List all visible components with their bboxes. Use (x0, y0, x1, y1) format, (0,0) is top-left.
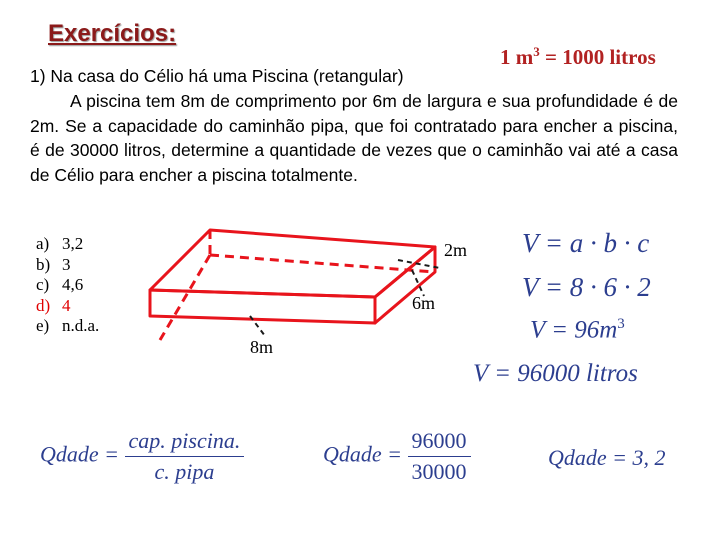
pool-front-face (150, 290, 375, 323)
page-title: Exercícios: (48, 20, 177, 47)
length-label: 8m (250, 337, 274, 357)
quantity-formula-fraction (125, 428, 245, 485)
fraction-numerator: cap. piscina. (125, 428, 245, 457)
quantity-formula (40, 428, 244, 485)
hidden-edge-diagonal (160, 255, 210, 340)
volume-formula: V = a · b · c (522, 228, 650, 258)
volume-substitution: V = 8 · 6 · 2 (522, 272, 651, 302)
quantity-answer: Qdade = 3, 2 (548, 445, 666, 470)
conversion-rhs: = 1000 litros (539, 45, 656, 69)
volume-result-exponent: 3 (617, 316, 625, 332)
fraction-denominator: 30000 (411, 459, 467, 484)
option-letter: e) (36, 316, 50, 335)
quantity-calc-fraction (408, 428, 471, 485)
hidden-edge-back (210, 255, 435, 272)
option-letter: d) (36, 295, 51, 315)
width-label: 6m (412, 293, 436, 313)
volume-liters: V = 96000 litros (473, 360, 638, 387)
question-body: A piscina tem 8m de comprimento por 6m de largura e sua profundidade é de 2m. Se a capacidade do caminhão pipa, que foi contratado para encher a piscina, é de 30000 litros, determine a quantidade de vezes que o caminhão vai até a casa de Célio para encher a piscina totalmente. (30, 91, 678, 185)
quantity-calculation (323, 428, 471, 485)
volume-result-value: V = 96m (530, 316, 618, 344)
option-text: 3,2 (62, 234, 84, 253)
volume-result (530, 316, 625, 344)
conversion-lhs: 1 m (500, 45, 534, 69)
option-text: 3 (62, 254, 71, 274)
option-text: 4,6 (62, 275, 84, 294)
quantity-calc-lhs: Qdade = (323, 441, 402, 467)
question-heading: 1) Na casa do Célio há uma Piscina (retangular) (30, 66, 404, 86)
option-text: n.d.a. (62, 316, 100, 335)
fraction-denominator: c. pipa (154, 459, 215, 484)
option-text: 4 (62, 295, 71, 315)
depth-label: 2m (444, 240, 468, 260)
conversion-exponent: 3 (533, 44, 540, 59)
fraction-numerator: 96000 (408, 428, 471, 457)
option-letter: b) (36, 254, 51, 274)
option-letter: c) (36, 275, 50, 294)
quantity-formula-lhs: Qdade = (40, 441, 119, 467)
option-letter: a) (36, 234, 50, 253)
